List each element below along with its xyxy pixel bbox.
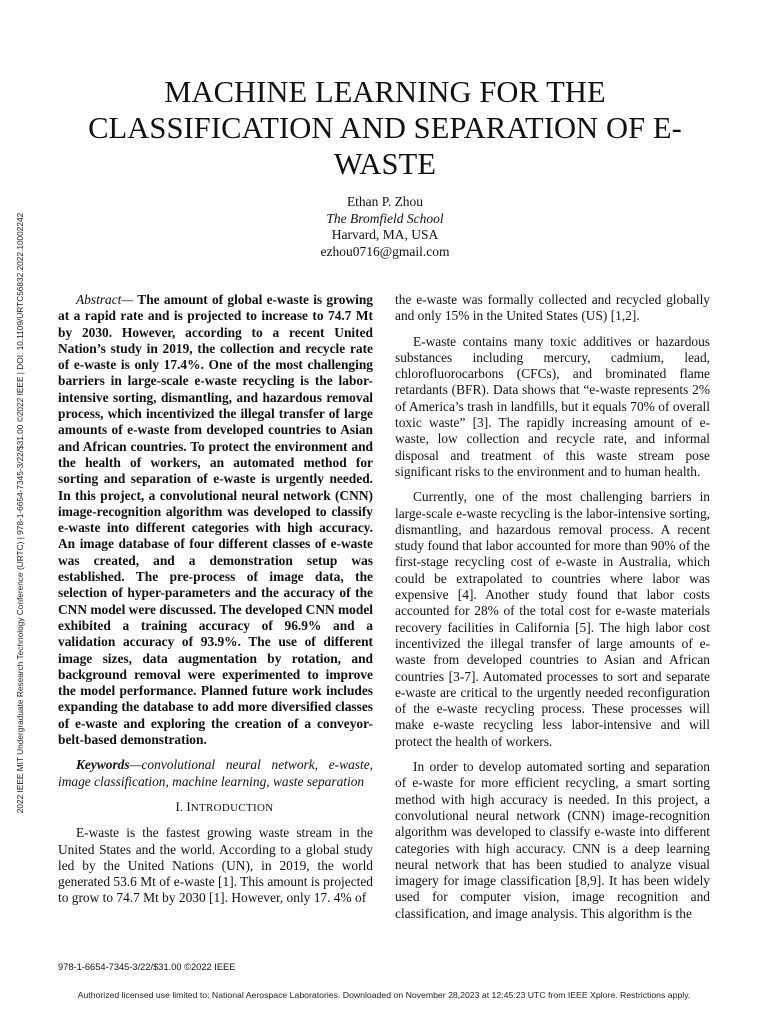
keywords-text: —convolutional neural network, e-waste, image classification, machine learning, waste separation bbox=[58, 757, 373, 789]
author-block bbox=[200, 194, 570, 260]
side-margin-citation bbox=[14, 165, 26, 860]
section-title-rest: NTRODUCTION bbox=[190, 801, 274, 814]
body-paragraph: the e-waste was formally collected and recycled globally and only 15% in the United States (US) [1,2]. bbox=[395, 292, 710, 324]
title-line: CLASSIFICATION AND SEPARATION OF E- bbox=[88, 111, 682, 145]
left-column bbox=[58, 292, 373, 916]
paper-title bbox=[60, 74, 710, 182]
body-paragraph: In order to develop automated sorting and separation of e-waste for more efficient recycling, a smart sorting method with high accuracy is needed. In this project, a convolutional neural network (CNN) image-recognition algorithm was developed to classify e-waste into different categories with high accuracy. CNN is a deep learning neural network that has been studied to analyze visual imagery for image classification [8,9]. It has been widely used for computer vision, image recognition and classification, and image analysis. This algorithm is the bbox=[395, 759, 710, 921]
title-line: WASTE bbox=[333, 147, 437, 181]
author-name: Ethan P. Zhou bbox=[346, 194, 424, 209]
abstract-text: The amount of global e-waste is growing at a rapid rate and is projected to increase to 74.7 Mt by 2030. However, according to a recent United Nation’s study in 2019, the collection and recycle rate of e-waste is only 17.4%. One of the most challenging barriers in large-scale e-waste recycling is the labor-intensive sorting, dismantling, and hazardous removal process, which incentivized the illegal transfer of large amounts of e-waste from developed countries to Asian and African countries. To protect the environment and the health of workers, an automated method for sorting and separation of e-waste is urgently needed. In this project, a convolutional neural network (CNN) image-recognition algorithm was developed to classify e-waste into different categories with high accuracy. An image database of four different classes of e-waste was created, and a demonstration setup was established. The pre-process of image data, the selection of hyper-parameters and the accuracy of the CNN model were discussed. The developed CNN model exhibited a training accuracy of 96.9% and a validation accuracy of 93.9%. The use of different image sizes, data augmentation by rotation, and background removal were experimented to improve the model performance. Planned future work includes expanding the database to add more diversified classes of e-waste and exploring the creation of a conveyor-belt-based demonstration. bbox=[58, 292, 373, 748]
body-paragraph: E-waste is the fastest growing waste stream in the United States and the world. According to a global study led by the United Nations (UN), in 2019, the world generated 53.6 Mt of e-waste [1]. This amount is projected to grow to 74.7 Mt by 2030 [1]. However, only 17. 4% of bbox=[58, 825, 373, 906]
section-initial: I bbox=[186, 798, 191, 814]
right-column bbox=[395, 292, 710, 931]
license-footer: Authorized licensed use limited to: National Aerospace Laboratories. Downloaded on November 28,2023 at 12:45:23 UTC from IEEE Xplore. Restrictions apply. bbox=[77, 990, 691, 1000]
author-email: ezhou0716@gmail.com bbox=[320, 243, 450, 259]
body-paragraph: Currently, one of the most challenging barriers in large-scale e-waste recycling is the labor-intensive sorting, dismantling, and hazardous removal process. A recent study found that labor accounted for more than 90% of the first-stage recycling cost of e-waste in Australia, which could be extrapolated to countries where labor was expensive [4]. Another study found that labor costs accounted for 28% of the total cost for e-waste materials recovery facilities in California [5]. The high labor cost incentivized the illegal transfer of large amounts of e-waste from developed countries to Asian and African countries [3-7]. Automated processes to sort and separate e-waste are critical to the urgently needed reconfiguration of the e-waste recycling process. These processes will make e-waste recycling less labor-intensive and will protect the health of workers. bbox=[395, 489, 710, 749]
body-paragraph: E-waste contains many toxic additives or hazardous substances including mercury, cadmium, lead, chlorofluorocarbons (CFCs), and brominated flame retardants (BFR). Data shows that “e-waste represents 2% of America’s trash in landfills, but it equals 70% of overall toxic waste” [3]. The rapidly increasing amount of e-waste, low collection and recycle rate, and informal disposal and treatment of this waste stream pose significant risks to the environment and to human health. bbox=[395, 333, 710, 479]
keywords-label: Keywords bbox=[76, 757, 130, 773]
author-location: Harvard, MA, USA bbox=[331, 227, 439, 242]
abstract bbox=[58, 292, 373, 748]
section-numeral: I. bbox=[175, 798, 184, 814]
title-line: MACHINE LEARNING FOR THE bbox=[164, 75, 606, 109]
section-heading-introduction bbox=[58, 799, 373, 816]
side-margin-text: 2022 IEEE MIT Undergraduate Research Technology Conference (URTC) | 978-1-6654-7345-3/22/$31.00 ©2022 IEEE | DOI: 10.1109/URTC56832.2022.10002242 bbox=[15, 212, 25, 813]
keywords bbox=[58, 757, 373, 790]
abstract-label: Abstract— bbox=[76, 292, 134, 307]
author-affiliation: The Bromfield School bbox=[326, 210, 444, 226]
copyright-notice: 978-1-6654-7345-3/22/$31.00 ©2022 IEEE bbox=[58, 962, 236, 972]
